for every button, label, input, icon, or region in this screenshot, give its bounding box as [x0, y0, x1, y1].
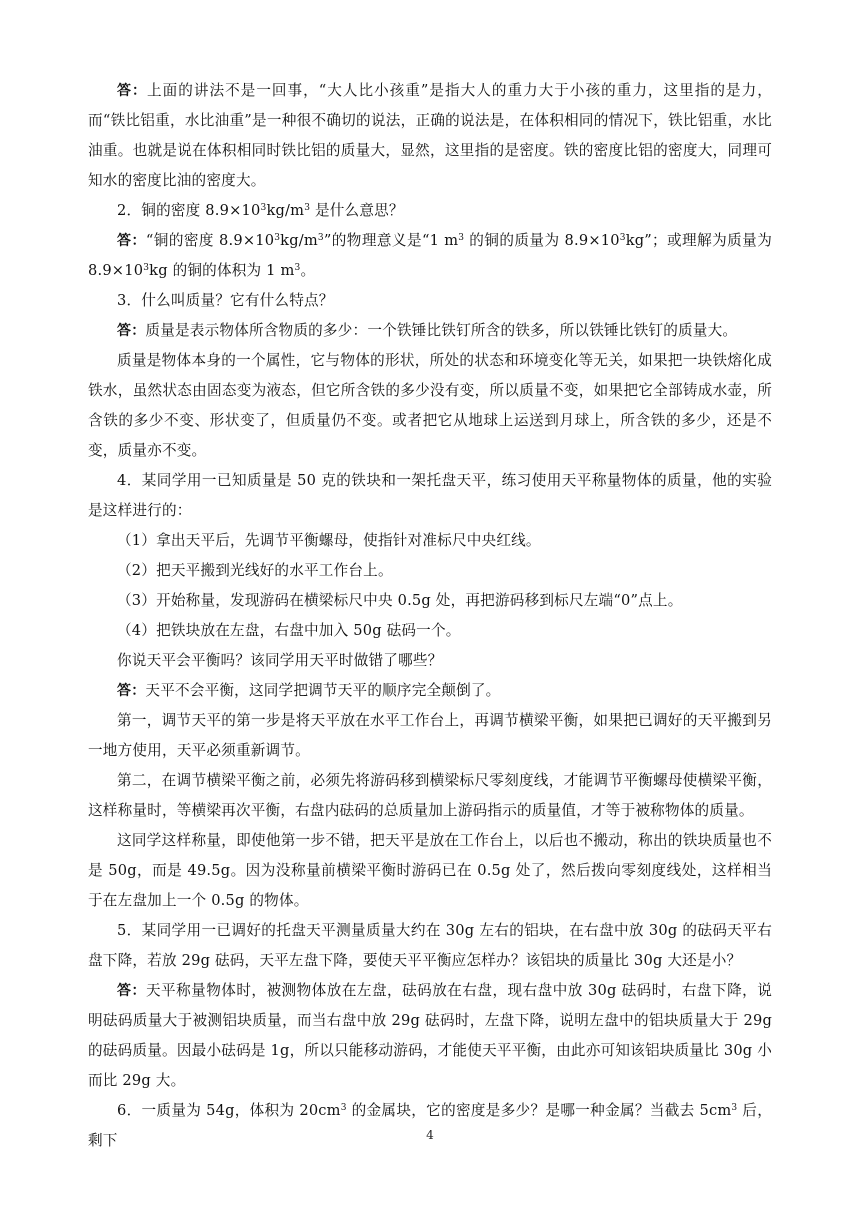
- superscript: 3: [304, 203, 311, 213]
- paragraph: [88, 826, 772, 916]
- text-run: ”的物理意义是“1 m: [323, 232, 459, 249]
- text-run: kg/m: [266, 202, 305, 219]
- superscript: 3: [619, 233, 626, 243]
- paragraph: [88, 766, 772, 826]
- text-run: 质量是物体本身的一个属性，它与物体的形状，所处的状态和环境变化等无关，如果把一块铁熔化成铁水，虽然状态由固态变为液态，但它所含铁的多少没有变，所以质量不变，如果把它全部铸成水壶，所含铁的多少不变、形状变了，但质量仍不变。或者把它从地球上运送到月球上，所含铁的多少，还是不变，质量亦不变。: [88, 352, 772, 459]
- page-number: 4: [426, 1128, 434, 1142]
- text-run: 4．某同学用一已知质量是 50 克的铁块和一架托盘天平，练习使用天平称量物体的质量，他的实验是这样进行的：: [88, 472, 772, 519]
- body-text: [88, 76, 772, 1156]
- paragraph: [88, 556, 772, 586]
- text-run: 的金属块，它的密度是多少？是哪一种金属？当截去 5cm: [346, 1102, 732, 1119]
- text-run: kg 的铜的体积为 1 m: [149, 262, 295, 279]
- text-run: kg”；或理解为质量为 8.9×10: [88, 232, 773, 279]
- text-run: 质量是表示物体所含物质的多少：一个铁锤比铁钉所含的铁多，所以铁锤比铁钉的质量大。: [145, 322, 738, 339]
- paragraph: [88, 346, 772, 466]
- text-run: 上面的讲法不是一回事，“大人比小孩重”是指大人的重力大于小孩的重力，这里指的是力，而“铁比铝重，水比油重”是一种很不确切的说法，正确的说法是，在体积相同的情况下，铁比铝重，水比油重。也就是说在体积相同时铁比铝的质量大，显然，这里指的是密度。铁的密度比铝的密度大，同理可知水的密度比油的密度大。: [88, 82, 773, 189]
- paragraph: [88, 976, 772, 1096]
- text-run: （1）拿出天平后，先调节平衡螺母，使指针对准标尺中央红线。: [117, 532, 541, 549]
- text-run: 第二，在调节横梁平衡之前，必须先将游码移到横梁标尺零刻度线，才能调节平衡螺母使横梁平衡，这样称量时，等横梁再次平衡，右盘内砝码的总质量加上游码指示的质量值，才等于被称物体的质量。: [88, 772, 772, 819]
- text-run: 的铜的质量为 8.9×10: [464, 232, 620, 249]
- text-run: 是什么意思？: [310, 202, 404, 219]
- paragraph: [88, 1096, 772, 1156]
- paragraph: [88, 706, 772, 766]
- paragraph: [88, 676, 772, 706]
- superscript: 3: [294, 263, 301, 273]
- text-run: 。: [300, 262, 316, 279]
- superscript: 3: [458, 233, 465, 243]
- superscript: 3: [317, 233, 324, 243]
- superscript: 3: [143, 263, 150, 273]
- text-run: 6．一质量为 54g，体积为 20cm: [117, 1102, 341, 1119]
- text-run: 2．铜的密度 8.9×10: [117, 202, 261, 219]
- text-run: 天平不会平衡，这同学把调节天平的顺序完全颠倒了。: [145, 682, 501, 699]
- text-run: “铜的密度 8.9×10: [145, 232, 275, 249]
- superscript: 3: [731, 1103, 738, 1113]
- answer-label: 答：: [117, 83, 148, 99]
- text-run: 天平称量物体时，被测物体放在左盘，砝码放在右盘，现右盘中放 30g 砝码时，右盘下降，说明砝码质量大于被测铝块质量，而当右盘中放 29g 砝码时，左盘下降，说明左盘中的铝块质量大于 29g 的砝码质量。因最小砝码是 1g，所以只能移动游码，才能使天平平衡，由此亦可知该铝块质量比 30g 小而比 29g 大。: [88, 982, 772, 1089]
- text-run: 你说天平会平衡吗？该同学用天平时做错了哪些？: [117, 652, 443, 669]
- paragraph: [88, 466, 772, 526]
- text-run: 这同学这样称量，即使他第一步不错，把天平是放在工作台上，以后也不搬动，称出的铁块质量也不是 50g，而是 49.5g。因为没称量前横梁平衡时游码已在 0.5g 处了，然后拨向零刻度线处，这样相当于在左盘加上一个 0.5g 的物体。: [88, 832, 772, 909]
- answer-label: 答：: [117, 233, 146, 249]
- paragraph: [88, 196, 772, 226]
- text-run: 5．某同学用一已调好的托盘天平测量质量大约在 30g 左右的铝块，在右盘中放 30g 的砝码天平右盘下降，若放 29g 砝码，天平左盘下降，要使天平平衡应怎样办？该铝块的质量比 30g 大还是小？: [88, 922, 772, 969]
- superscript: 3: [274, 233, 281, 243]
- answer-label: 答：: [117, 683, 146, 699]
- paragraph: [88, 646, 772, 676]
- text-run: 后，剩下: [88, 1102, 772, 1149]
- answer-label: 答：: [117, 983, 146, 999]
- paragraph: [88, 76, 772, 196]
- superscript: 3: [260, 203, 267, 213]
- text-run: 3．什么叫质量？它有什么特点？: [117, 292, 334, 309]
- superscript: 3: [340, 1103, 347, 1113]
- paragraph: [88, 616, 772, 646]
- paragraph: [88, 286, 772, 316]
- paragraph: [88, 316, 772, 346]
- text-run: （3）开始称量，发现游码在横梁标尺中央 0.5g 处，再把游码移到标尺左端“0”点上。: [117, 592, 683, 609]
- text-run: 第一，调节天平的第一步是将天平放在水平工作台上，再调节横梁平衡，如果把已调好的天平搬到另一地方使用，天平必须重新调节。: [88, 712, 772, 759]
- paragraph: [88, 226, 772, 286]
- paragraph: [88, 586, 772, 616]
- text-run: kg/m: [280, 232, 318, 249]
- text-run: （2）把天平搬到光线好的水平工作台上。: [117, 562, 393, 579]
- paragraph: [88, 916, 772, 976]
- paragraph: [88, 526, 772, 556]
- text-run: （4）把铁块放在左盘，右盘中加入 50g 砝码一个。: [117, 622, 461, 639]
- answer-label: 答：: [117, 323, 146, 339]
